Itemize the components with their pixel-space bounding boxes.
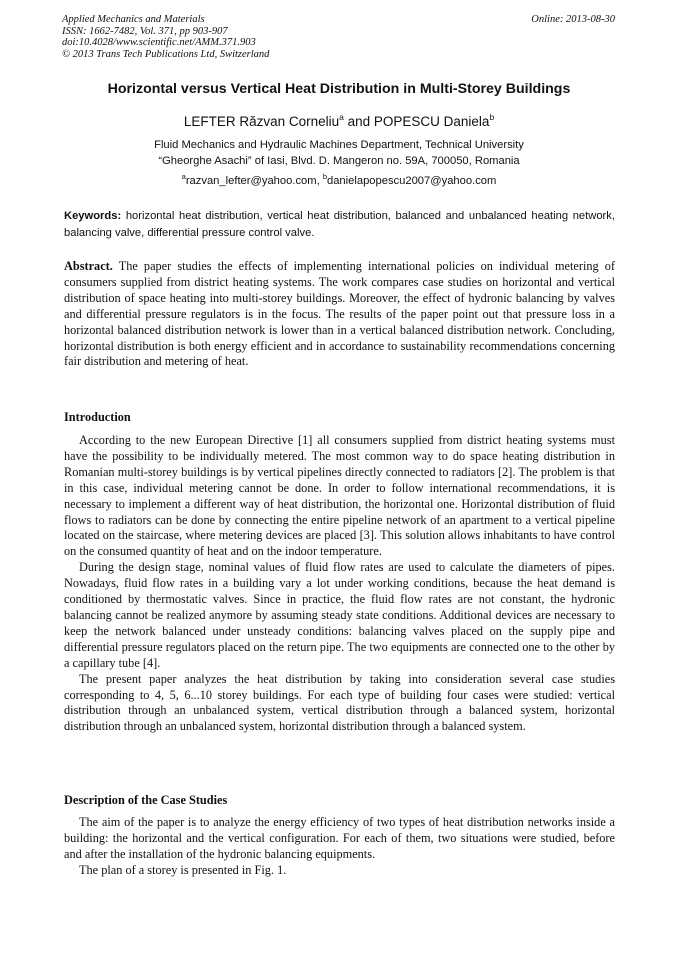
affiliation-line-2: “Gheorghe Asachi” of Iasi, Blvd. D. Mangeron no. 59A, 700050, Romania	[158, 155, 520, 167]
affiliation	[0, 137, 678, 169]
case-studies-paragraph-1: The aim of the paper is to analyze the energy efficiency of two types of heat distribution networks inside a building: the horizontal and the vertical configuration. For each of them, two situations were studied, before and after the installation of the hydronic balancing equipments.	[64, 815, 615, 861]
journal-name: Applied Mechanics and Materials	[62, 14, 205, 25]
introduction-heading: Introduction	[64, 410, 131, 424]
case-studies-paragraph-2: The plan of a storey is presented in Fig. 1.	[79, 862, 287, 877]
issn-line: ISSN: 1662-7482, Vol. 371, pp 903-907	[62, 25, 228, 37]
paper-title: Horizontal versus Vertical Heat Distribution in Multi-Storey Buildings	[107, 81, 571, 97]
author-joiner: and	[343, 114, 374, 129]
doi-line: doi:10.4028/www.scientific.net/AMM.371.903	[62, 37, 256, 48]
copyright-line: © 2013 Trans Tech Publications Ltd, Switzerland	[62, 48, 270, 60]
keywords-label: Keywords:	[64, 210, 122, 222]
introduction-body	[64, 433, 615, 735]
journal-metadata	[62, 14, 269, 60]
email-line	[0, 173, 678, 189]
affiliation-line-1: Fluid Mechanics and Hydraulic Machines Department, Technical University	[154, 139, 524, 151]
author-2: POPESCU Daniela	[373, 114, 490, 129]
author-1: LEFTER Răzvan Corneliu	[183, 114, 340, 129]
author-line	[0, 113, 678, 131]
introduction-paragraph-2: During the design stage, nominal values of fluid flow rates are used to calculate the diameters of pipes. Nowadays, fluid flow rates in a building vary a lot under working conditions, because the heat demand is conditioned by thermostatic valves. Since in practice, the fluid flow rates are not constant, the hydronic balancing cannot be realized anymore by assuming steady state conditions. Additional devices are necessary to keep the network balanced under unsteady conditions: balancing valves placed on the supply pipe and differential pressure regulators placed on the return pipe. The two equipments are connected one to the other by a capillary tube [4].	[64, 560, 615, 670]
keywords-block	[64, 208, 615, 241]
case-studies-body	[64, 815, 615, 879]
introduction-paragraph-1: According to the new European Directive [1] all consumers supplied from district heating systems must have the possibility to be individually metered. The most common way to do space heating distribution in Romanian multi-storey buildings is by vertical pipelines directly connected to radiators [2]. The problem is that in this case, individual metering cannot be done. In order to follow international recommendations, it is necessary to implement a different way of heat distribution, the horizontal one. Horizontal distribution of fluid flows to radiators can be done by connecting the entire pipeline network of an apartment to a vertical pipeline located on the staircase, where metering devices are placed [3]. This solution allows inhabitants to have control on the consumed quantity of heat and on the indoor temperature.	[64, 433, 615, 559]
author-2-superscript: b	[489, 112, 495, 122]
email-b: danielapopescu2007@yahoo.com	[326, 175, 497, 187]
abstract-paragraph	[64, 259, 615, 370]
author-1-superscript: a	[339, 112, 344, 122]
keywords-text: horizontal heat distribution, vertical heat distribution, balanced and unbalanced heating network, balancing valve, differential pressure control valve.	[64, 210, 615, 239]
abstract-block	[64, 259, 615, 370]
abstract-label: Abstract.	[64, 259, 113, 273]
email-a-superscript: a	[181, 172, 186, 181]
abstract-text: The paper studies the effects of implementing international policies on individual metering of consumers supplied from district heating systems. The work compares case studies on horizontal and vertical distribution of space heating into multi-storey buildings. Moreover, the effect of hydronic balancing by valves and differential pressure regulators is in the focus. The results of the paper point out that pressure loss in a horizontal balanced distribution network is lower than in a vertical balanced distribution network. Concluding, horizontal distribution is both energy efficient and in accordance to sustainability recommendations concerning fair distribution and metering of heat.	[64, 259, 615, 369]
introduction-paragraph-3: The present paper analyzes the heat distribution by taking into consideration several case studies corresponding to 4, 5, 6...10 storey buildings. For each type of building four cases were studied: vertical distribution through an unbalanced system, vertical distribution through a balanced system, horizontal distribution through an unbalanced system, horizontal distribution through a balanced system.	[64, 671, 615, 734]
online-date: Online: 2013-08-30	[531, 14, 615, 25]
case-studies-heading: Description of the Case Studies	[64, 793, 228, 807]
email-b-superscript: b	[322, 172, 327, 181]
email-a: razvan_lefter@yahoo.com,	[185, 175, 323, 187]
